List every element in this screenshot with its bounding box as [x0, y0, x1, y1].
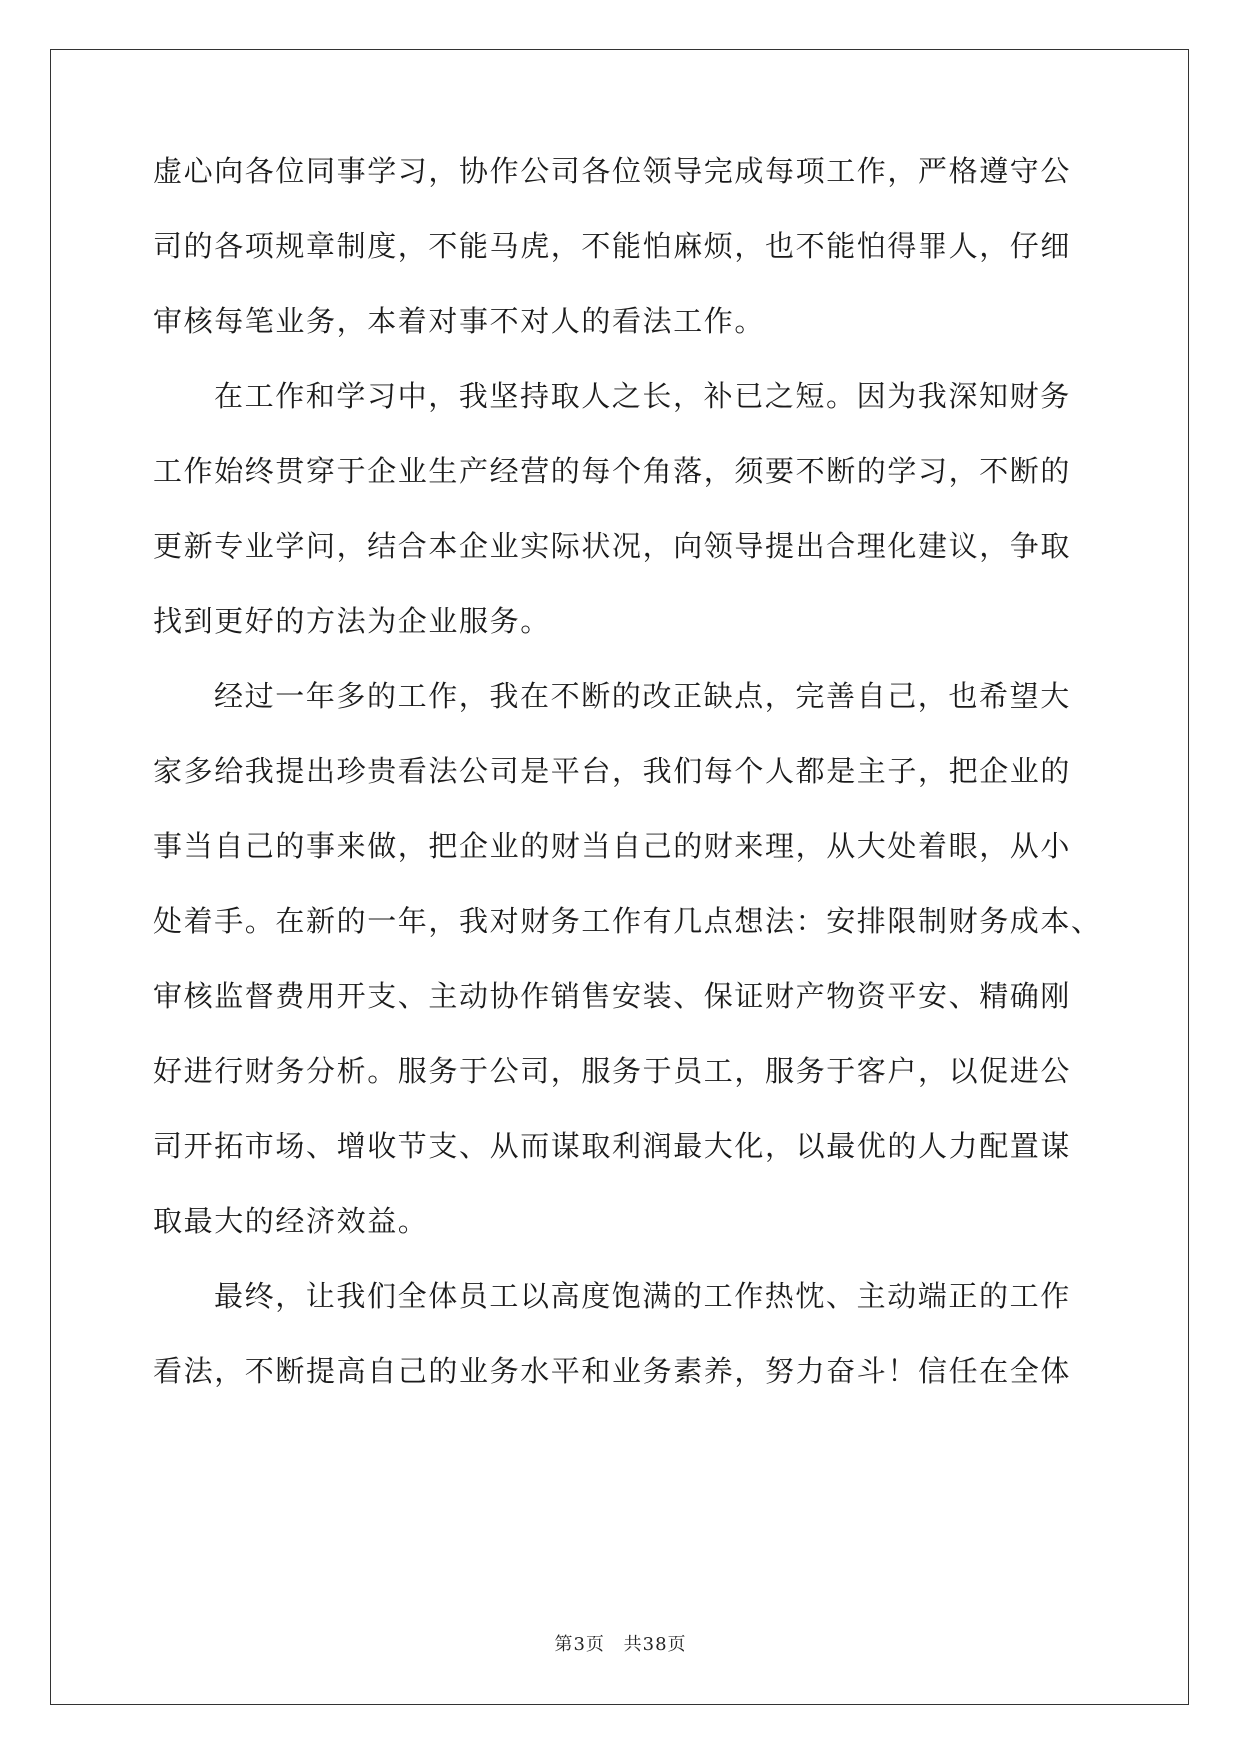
- paragraph-start-line: 经过一年多的工作，我在不断的改正缺点，完善自己，也希望大: [214, 679, 1071, 713]
- body-line: 找到更好的方法为企业服务。: [153, 604, 551, 638]
- body-line: 审核监督费用开支、主动协作销售安装、保证财产物资平安、精确刚: [153, 979, 1072, 1013]
- body-line: 家多给我提出珍贵看法公司是平台，我们每个人都是主子，把企业的: [153, 754, 1072, 788]
- body-line: 审核每笔业务，本着对事不对人的看法工作。: [153, 304, 766, 338]
- paragraph-start-line: 在工作和学习中，我坚持取人之长，补已之短。因为我深知财务: [214, 379, 1071, 413]
- body-line: 好进行财务分析。服务于公司，服务于员工，服务于客户，以促进公: [153, 1054, 1072, 1088]
- body-line: 司的各项规章制度，不能马虎，不能怕麻烦，也不能怕得罪人，仔细: [153, 229, 1072, 263]
- body-line: 取最大的经济效益。: [153, 1204, 429, 1238]
- body-line: 司开拓市场、增收节支、从而谋取利润最大化，以最优的人力配置谋: [153, 1129, 1072, 1163]
- body-line: 虚心向各位同事学习，协作公司各位领导完成每项工作，严格遵守公: [153, 154, 1072, 188]
- page-footer: [0, 1630, 1241, 1656]
- body-line: 事当自己的事来做，把企业的财当自己的财来理，从大处着眼，从小: [153, 829, 1072, 863]
- page-number-current: 第3页: [554, 1634, 605, 1655]
- page-number-total: 共38页: [623, 1634, 687, 1655]
- body-line: 工作始终贯穿于企业生产经营的每个角落，须要不断的学习，不断的: [153, 454, 1072, 488]
- paragraph-start-line: 最终，让我们全体员工以高度饱满的工作热忱、主动端正的工作: [214, 1279, 1071, 1313]
- body-line: 更新专业学问，结合本企业实际状况，向领导提出合理化建议，争取: [153, 529, 1072, 563]
- page-border: [50, 49, 1189, 1705]
- body-line: 处着手。在新的一年，我对财务工作有几点想法：安排限制财务成本、: [153, 904, 1102, 938]
- body-line: 看法，不断提高自己的业务水平和业务素养，努力奋斗！信任在全体: [153, 1354, 1072, 1388]
